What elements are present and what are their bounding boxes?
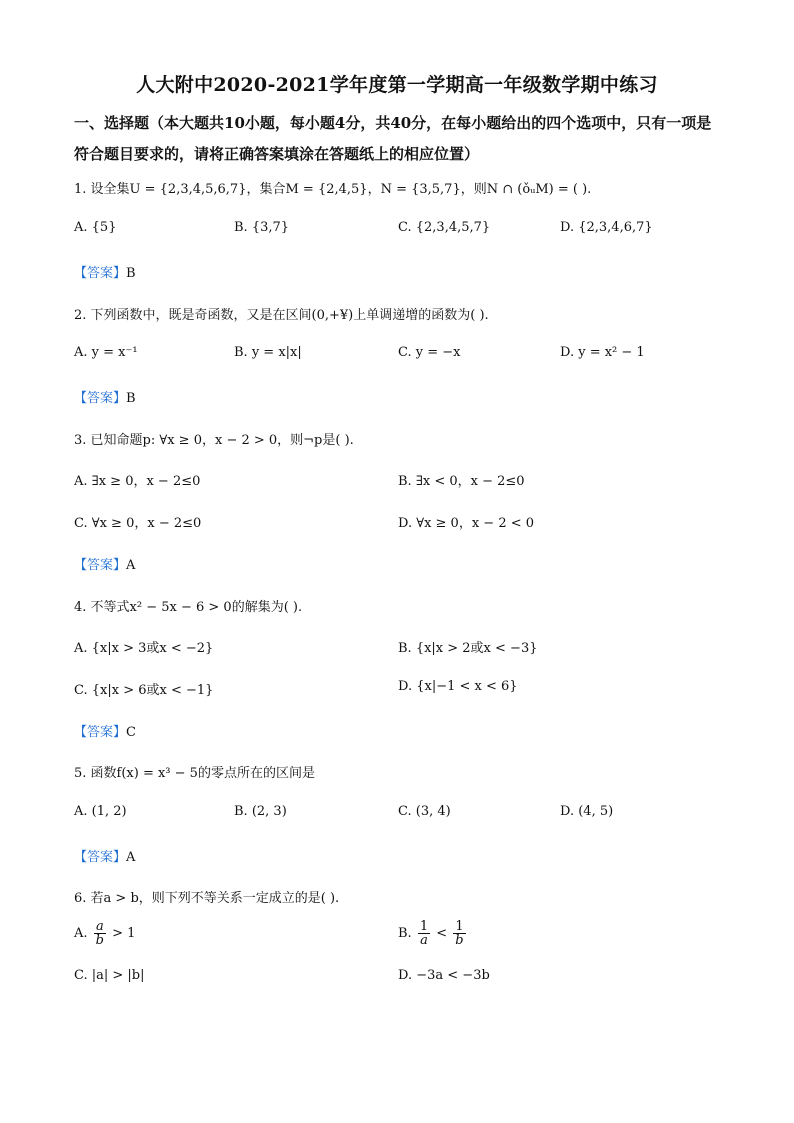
page-title: 人大附中2020-2021学年度第一学期高一年级数学期中练习	[136, 74, 658, 96]
question-3-stem: 3. 已知命题p: ∀x ≥ 0，x − 2 > 0，则¬p是( ).	[74, 433, 354, 448]
q2-option-c: C. y = −x	[398, 345, 461, 360]
q1-option-b: B. {3,7}	[234, 220, 290, 235]
question-1-stem: 1. 设全集U = {2,3,4,5,6,7}，集合M = {2,4,5}，N = {3,5,7}，则N ∩ (ǒᵤM) = ( ).	[74, 182, 592, 197]
q4-option-c: C. {x|x > 6或x < −1}	[74, 683, 214, 698]
fraction-numerator: a	[94, 920, 106, 934]
answer-value: A	[126, 850, 136, 865]
q2-option-a: A. y = x⁻¹	[74, 345, 138, 360]
q2-option-d: D. y = x² − 1	[560, 345, 645, 360]
fraction-a-over-b	[94, 920, 106, 947]
q6-option-b	[398, 920, 468, 947]
question-5-stem: 5. 函数f(x) = x³ − 5的零点所在的区间是	[74, 766, 315, 781]
q1-option-d: D. {2,3,4,6,7}	[560, 220, 653, 235]
fraction-one-over-b	[453, 920, 465, 947]
q4-option-b: B. {x|x > 2或x < −3}	[398, 641, 538, 656]
q3-option-c: C. ∀x ≥ 0，x − 2≤0	[74, 516, 202, 531]
q4-option-d: D. {x|−1 < x < 6}	[398, 679, 518, 694]
q6-option-a	[74, 920, 135, 947]
q6-option-d: D. −3a < −3b	[398, 968, 490, 983]
q3-answer	[74, 554, 135, 573]
question-4-stem: 4. 不等式x² − 5x − 6 > 0的解集为( ).	[74, 600, 303, 615]
q3-option-d: D. ∀x ≥ 0，x − 2 < 0	[398, 516, 535, 531]
q2-option-b: B. y = x|x|	[234, 345, 302, 360]
answer-tag: 【答案】	[74, 850, 127, 865]
q5-option-c: C. (3, 4)	[398, 804, 451, 819]
answer-tag: 【答案】	[74, 558, 127, 573]
relation-text: <	[436, 926, 448, 941]
q3-option-b: B. ∃x < 0，x − 2≤0	[398, 474, 525, 489]
answer-value: C	[126, 725, 136, 740]
answer-tag: 【答案】	[74, 391, 127, 406]
section-heading: 一、选择题（本大题共10小题，每小题4分，共40分，在每小题给出的四个选项中，只有一项是符合题目要求的，请将正确答案填涂在答题纸上的相应位置）	[74, 114, 712, 163]
q4-answer	[74, 721, 136, 740]
fraction-one-over-a	[418, 920, 430, 947]
q2-answer	[74, 387, 136, 406]
fraction-denominator: b	[455, 933, 464, 948]
fraction-denominator: b	[95, 933, 104, 948]
q5-answer	[74, 846, 135, 865]
fraction-numerator: 1	[453, 920, 465, 934]
answer-value: B	[126, 391, 136, 406]
question-6-stem: 6. 若a > b，则下列不等关系一定成立的是( ).	[74, 891, 340, 906]
q6-option-b-label: B.	[398, 926, 412, 941]
relation-text: > 1	[112, 926, 136, 941]
q1-option-a: A. {5}	[74, 220, 117, 235]
q5-option-b: B. (2, 3)	[234, 804, 287, 819]
answer-value: B	[126, 266, 136, 281]
q4-option-a: A. {x|x > 3或x < −2}	[74, 641, 214, 656]
q1-answer	[74, 262, 136, 281]
q5-option-d: D. (4, 5)	[560, 804, 614, 819]
q5-option-a: A. (1, 2)	[74, 804, 127, 819]
fraction-denominator: a	[420, 933, 428, 948]
answer-tag: 【答案】	[74, 266, 127, 281]
question-2-stem: 2. 下列函数中，既是奇函数，又是在区间(0,+¥)上单调递增的函数为( ).	[74, 308, 489, 323]
answer-value: A	[126, 558, 136, 573]
q6-option-a-label: A.	[74, 926, 88, 941]
answer-tag: 【答案】	[74, 725, 127, 740]
fraction-numerator: 1	[419, 919, 429, 934]
q6-option-c: C. |a| > |b|	[74, 968, 145, 983]
q3-option-a: A. ∃x ≥ 0，x − 2≤0	[74, 474, 201, 489]
q1-option-c: C. {2,3,4,5,7}	[398, 220, 491, 235]
